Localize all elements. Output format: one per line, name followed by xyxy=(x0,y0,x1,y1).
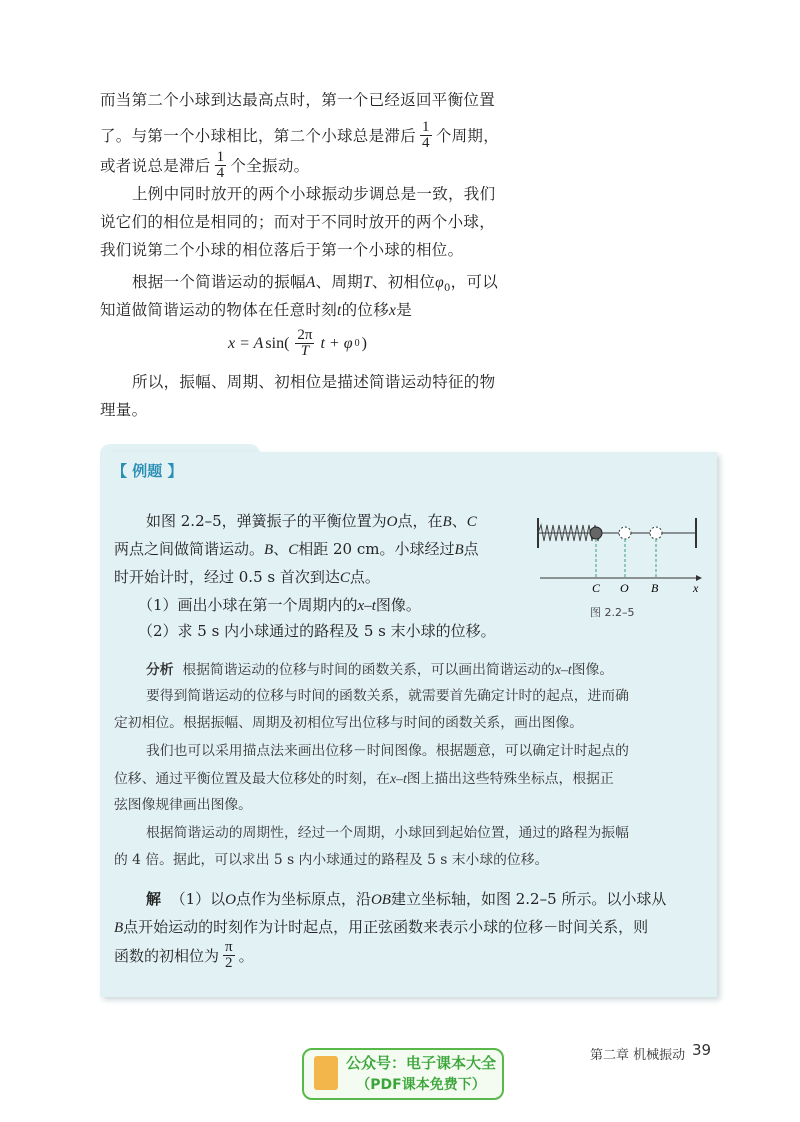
example-line-3: 时开始计时，经过 0.5 s 首次到达C点。 xyxy=(114,568,380,586)
label-o: O xyxy=(620,581,629,595)
analysis-line-6: 弦图像规律画出图像。 xyxy=(114,797,252,813)
example-tag: 【 例题 】 xyxy=(112,462,183,480)
solution-line-2: B点开始运动的时刻作为计时起点，用正弦函数来表示小球的位移－时间关系，则 xyxy=(114,918,649,936)
analysis-line-2: 要得到简谐运动的位移与时间的函数关系，就需要首先确定计时的起点，进而确 xyxy=(146,688,629,704)
text: 了。与第一个小球相比，第二个小球总是滞后 xyxy=(100,126,417,145)
para-2-line-3: 我们说第二个小球的相位落后于第一个小球的相位。 xyxy=(100,241,464,259)
para-4-line-2: 理量。 xyxy=(100,401,148,419)
ball-position-o xyxy=(619,527,631,539)
para-2-line-2: 说它们的相位是相同的；而对于不同时放开的两个小球， xyxy=(100,213,496,231)
figure-caption: 图 2.2–5 xyxy=(590,606,635,619)
label-b: B xyxy=(651,581,659,595)
displacement-formula: x = A sin( $\frac{2\pi}{T}$ t + φ 0 ) xyxy=(228,327,367,359)
analysis-line-5: 位移、通过平衡位置及最大位移处的时刻，在x–t图上描出这些特殊坐标点，根据正 xyxy=(114,771,614,787)
spring-oscillator-figure xyxy=(530,512,710,624)
fraction-pi-over-2: $\frac{\pi}{2}$ xyxy=(225,939,233,971)
fraction-quarter: $\frac{1}{4}$ xyxy=(216,149,225,181)
para-1-line-1: 而当第二个小球到达最高点时，第一个已经返回平衡位置 xyxy=(100,91,496,109)
question-1: （1）画出小球在第一个周期内的x–t图像。 xyxy=(138,596,421,614)
text: 或者说总是滞后 xyxy=(100,156,211,175)
text: 个全振动。 xyxy=(230,156,310,175)
question-2: （2）求 5 s 内小球通过的路程及 5 s 末小球的位移。 xyxy=(138,622,496,640)
para-1-line-3 xyxy=(100,150,309,181)
watermark-line-2: （PDF课本免费下） xyxy=(356,1077,486,1093)
fraction-quarter: $\frac{1}{4}$ xyxy=(422,119,430,151)
book-icon xyxy=(314,1056,338,1090)
solution-line-3: 函数的初相位为 $\frac{\pi}{2}$ 。 xyxy=(114,939,254,971)
para-3-line-1: 根据一个简谐运动的振幅A、周期T、初相位$\varphi_0$，可以 xyxy=(132,273,499,295)
solution-label: 解 xyxy=(146,890,162,908)
label-c: C xyxy=(592,581,601,595)
para-1-line-2 xyxy=(100,120,499,151)
ball xyxy=(590,527,602,539)
example-line-1: 如图 2.2–5，弹簧振子的平衡位置为O点，在B、C xyxy=(146,512,477,530)
solution-line-1: 解 （1）以O点作为坐标原点，沿OB建立坐标轴，如图 2.2–5 所示。以小球从 xyxy=(146,890,667,908)
fraction-2pi-over-t: $\frac{2\pi}{T}$ xyxy=(297,327,313,359)
analysis-line-7: 根据简谐运动的周期性，经过一个周期，小球回到起始位置，通过的路程为振幅 xyxy=(146,825,629,841)
ball-position-b xyxy=(650,527,662,539)
analysis-line-8: 的 4 倍。据此，可以求出 5 s 内小球通过的路程及 5 s 末小球的位移。 xyxy=(114,852,549,868)
analysis-line-4: 我们也可以采用描点法来画出位移－时间图像。根据题意，可以确定计时起点的 xyxy=(146,743,629,759)
watermark-line-1: 公众号：电子课本大全 xyxy=(346,1054,497,1072)
example-line-2: 两点之间做简谐运动。B、C相距 20 cm。小球经过B点 xyxy=(114,540,479,558)
analysis-label: 分析 xyxy=(146,662,174,678)
text: 个周期， xyxy=(435,126,500,145)
para-2-line-1: 上例中同时放开的两个小球振动步调总是一致，我们 xyxy=(132,185,496,203)
label-x: x xyxy=(693,581,699,595)
analysis-line-1: 分析 根据简谐运动的位移与时间的函数关系，可以画出简谐运动的x–t图像。 xyxy=(146,662,614,678)
chapter-label: 第二章 机械振动 xyxy=(590,1048,686,1063)
watermark-badge xyxy=(302,1048,504,1100)
para-4-line-1: 所以，振幅、周期、初相位是描述简谐运动特征的物 xyxy=(132,373,496,391)
para-3-line-2: 知道做简谐运动的物体在任意时刻t的位移x是 xyxy=(100,301,413,319)
page-number: 39 xyxy=(692,1041,712,1059)
analysis-line-3: 定初相位。根据振幅、周期及初相位写出位移与时间的函数关系，画出图像。 xyxy=(114,715,584,731)
